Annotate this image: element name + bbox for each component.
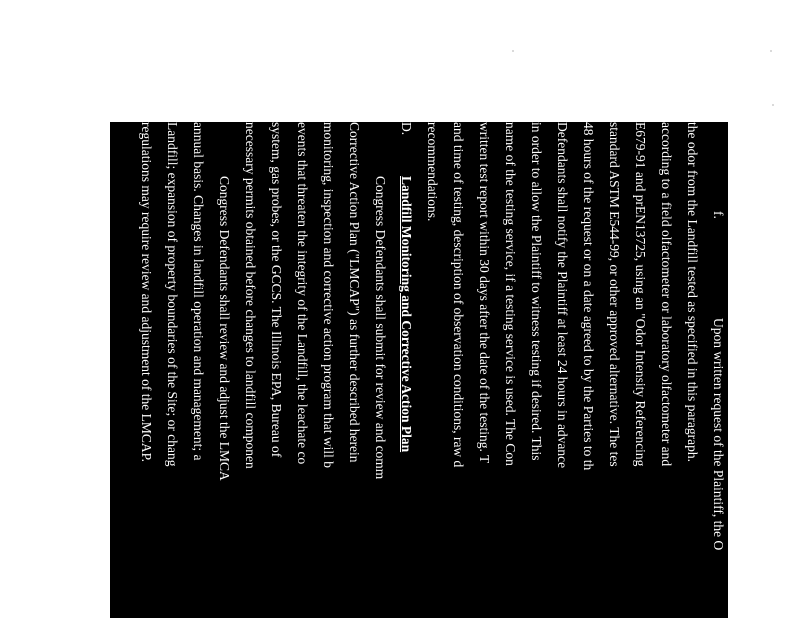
section-d-line-6: necessary permits obtained before changes to landfill componen bbox=[243, 122, 258, 469]
section-d-line-4: events that threaten the integrity of the Landfill, the leachate co bbox=[295, 122, 310, 465]
section-d-line-3: monitoring, inspection and corrective action program that will b bbox=[321, 122, 336, 469]
section-f-line-12: recommendations. bbox=[425, 122, 440, 222]
section-f-marker: f. bbox=[711, 211, 726, 219]
section-f-line-9: name of the testing service, if a testing service is used. The Con bbox=[503, 122, 518, 466]
section-d-line-7: Congress Defendants shall review and adjust the LMCA bbox=[217, 176, 232, 481]
rotated-page-content bbox=[110, 122, 728, 618]
section-f-line-3: according to a field olfactometer or laboratory olfactometer and bbox=[659, 122, 674, 467]
scan-speck bbox=[770, 50, 772, 52]
section-f-line-2: the odor from the Landfill tested as specified in this paragraph. bbox=[685, 122, 700, 463]
section-d-line-10: regulations may require review and adjustment of the LMCAP. bbox=[139, 122, 154, 463]
section-d-line-2: Corrective Action Plan ("LMCAP") as further described herein bbox=[347, 122, 362, 463]
section-d-marker: D. bbox=[399, 122, 414, 136]
section-d-line-9: Landfill; expansion of property boundaries of the Site; or chang bbox=[165, 122, 180, 467]
section-f-line-6: 48 hours of the request or on a date agreed to by the Parties to th bbox=[581, 122, 596, 471]
section-d-line-1: Congress Defendants shall submit for review and comm bbox=[373, 176, 388, 480]
scan-speck bbox=[512, 50, 514, 52]
scanned-page bbox=[110, 122, 728, 618]
section-f-line-10: written test report within 30 days after the date of the testing. T bbox=[477, 122, 492, 464]
section-f-line-4: E679-91 and prEN13725, using an "Odor Intensity Referencing bbox=[633, 122, 648, 467]
section-f-line-1: Upon written request of the Plaintiff, the O bbox=[711, 318, 726, 551]
section-f-line-5: standard ASTM E544-99, or other approved alternative. The tes bbox=[607, 122, 622, 467]
section-f-line-8: in order to allow the Plaintiff to witness testing if desired. This bbox=[529, 122, 544, 461]
scan-speck bbox=[772, 104, 774, 106]
section-f-line-11: and time of testing, description of observation conditions, raw d bbox=[451, 122, 466, 468]
section-d-line-5: system, gas probes, or the GCCS. The Illinois EPA, Bureau of bbox=[269, 122, 284, 458]
section-d-line-8: annual basis. Changes in landfill operation and management; a bbox=[191, 122, 206, 461]
section-f-line-7: Defendants shall notify the Plaintiff at least 24 hours in advance bbox=[555, 122, 570, 469]
section-d-heading: Landfill Monitoring and Corrective Action Plan bbox=[399, 176, 414, 453]
